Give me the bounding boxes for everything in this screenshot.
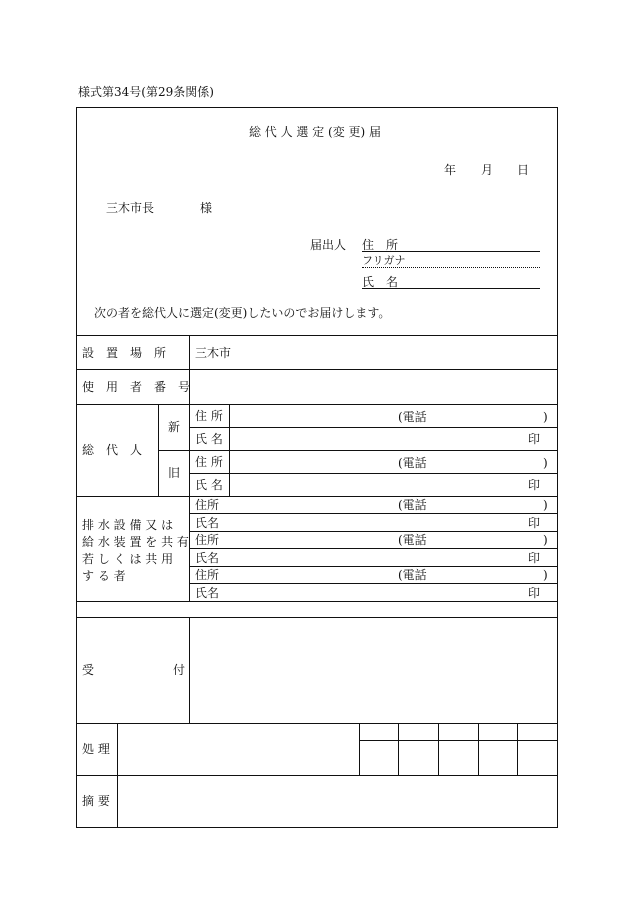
- shared-2-address-label: 住所: [195, 533, 220, 547]
- shared-2-name-label: 氏名: [195, 551, 220, 565]
- old-name-field[interactable]: [230, 474, 557, 496]
- reception-label-left: 受: [82, 663, 95, 677]
- old-address-label: 住 所: [195, 455, 223, 469]
- shared-3-address-label: 住所: [195, 568, 220, 582]
- notifier-label: 届出人: [310, 238, 347, 252]
- processing-grid-line: [398, 723, 399, 775]
- shared-3-name-label: 氏名: [195, 586, 220, 600]
- shared-1-phone-close: ): [543, 498, 548, 512]
- representative-label: 総 代 人: [82, 443, 143, 457]
- shared-2-phone-close: ): [543, 533, 548, 547]
- shared-users-label: [82, 517, 189, 585]
- shared-1-name-label: 氏名: [195, 516, 220, 530]
- shared-1-seal-mark: 印: [528, 516, 541, 530]
- shared-2-phone-open: (電話: [398, 533, 427, 547]
- new-seal-mark: 印: [528, 432, 541, 446]
- divider: [76, 601, 558, 602]
- new-label: 新: [168, 420, 181, 434]
- summary-label: 摘 要: [82, 794, 110, 808]
- user-number-field[interactable]: [190, 370, 557, 404]
- addressee-honorific: 様: [200, 201, 213, 215]
- date-day-label: 日: [517, 163, 530, 177]
- notifier-address-label: 住 所: [362, 238, 399, 252]
- processing-grid-line: [359, 740, 558, 741]
- divider: [76, 335, 558, 336]
- new-address-label: 住 所: [195, 409, 223, 423]
- old-seal-mark: 印: [528, 478, 541, 492]
- notifier-furigana-label: フリガナ: [362, 254, 406, 267]
- divider: [189, 548, 558, 549]
- location-label: 設 置 場 所: [82, 346, 167, 360]
- divider: [189, 513, 558, 514]
- processing-grid-line: [478, 723, 479, 775]
- old-name-label: 氏 名: [195, 478, 223, 492]
- user-number-label: 使 用 者 番 号: [82, 380, 191, 394]
- new-name-field[interactable]: [230, 428, 557, 450]
- new-address-field[interactable]: [230, 405, 557, 427]
- processing-field[interactable]: [118, 724, 359, 775]
- processing-grid-line: [438, 723, 439, 775]
- notifier-address-line[interactable]: [362, 251, 540, 252]
- shared-2-seal-mark: 印: [528, 551, 541, 565]
- new-name-label: 氏 名: [195, 432, 223, 446]
- shared-1-address-label: 住所: [195, 498, 220, 512]
- old-phone-open: (電話: [398, 456, 427, 470]
- date-month-label: 月: [481, 163, 494, 177]
- shared-label-line: 給 水 装 置 を 共 有: [82, 535, 189, 549]
- processing-grid-line: [359, 723, 360, 775]
- shared-label-line: す る 者: [82, 569, 126, 583]
- notifier-furigana-line[interactable]: [362, 267, 540, 268]
- shared-label-line: 若 し く は 共 用: [82, 552, 174, 566]
- divider: [189, 531, 558, 532]
- date-year-label: 年: [444, 163, 457, 177]
- divider: [158, 450, 189, 451]
- divider: [76, 496, 558, 497]
- summary-field[interactable]: [118, 776, 557, 827]
- new-phone-open: (電話: [398, 410, 427, 424]
- location-value: 三木市: [195, 346, 232, 360]
- notifier-name-line[interactable]: [362, 288, 540, 289]
- processing-grid-line: [517, 723, 518, 775]
- processing-label: 処 理: [82, 742, 110, 756]
- shared-3-seal-mark: 印: [528, 586, 541, 600]
- divider: [189, 566, 558, 567]
- shared-label-line: 排 水 設 備 又 は: [82, 518, 174, 532]
- notifier-name-label: 氏 名: [362, 275, 399, 289]
- old-phone-close: ): [543, 456, 548, 470]
- statement-text: 次の者を総代人に選定(変更)したいのでお届けします。: [94, 306, 391, 320]
- old-address-field[interactable]: [230, 451, 557, 473]
- form-title: 総 代 人 選 定 (変 更) 届: [248, 125, 382, 139]
- shared-3-phone-open: (電話: [398, 568, 427, 582]
- shared-3-phone-close: ): [543, 568, 548, 582]
- addressee-mayor: 三木市長: [106, 201, 155, 215]
- old-label: 旧: [168, 466, 181, 480]
- reception-label-right: 付: [173, 663, 186, 677]
- new-phone-close: ): [543, 410, 548, 424]
- reception-area[interactable]: [190, 618, 557, 723]
- divider: [189, 583, 558, 584]
- form-number: 様式第34号(第29条関係): [78, 85, 214, 99]
- shared-1-phone-open: (電話: [398, 498, 427, 512]
